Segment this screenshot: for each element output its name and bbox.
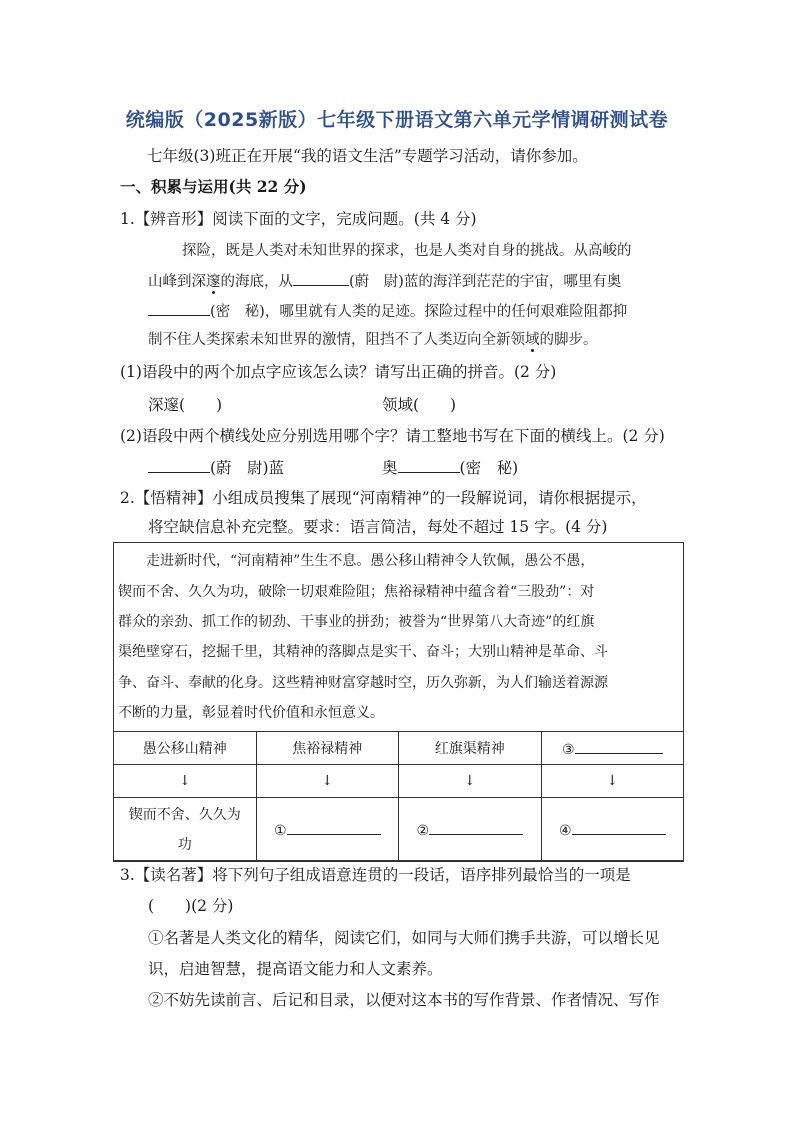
answer-pinyin-1[interactable]: 深邃( ) — [148, 396, 223, 414]
box-line: 锲而不舍、久久为功，破除一切艰难险阻；焦裕禄精神中蕴含着“三股劲”：对 — [118, 584, 595, 600]
passage-line-3: (密 秘)，哪里就有人类的足迹。探险过程中的任何艰难险阻都抑 — [148, 300, 627, 322]
arrow-down-icon: ↓ — [256, 765, 399, 798]
passage-line-2: 山峰到深邃的海底，从 (蔚 尉)蓝的海洋到茫茫的宇宙，哪里有奥 — [148, 270, 621, 292]
fill-blank[interactable] — [293, 270, 349, 286]
question-3-stem: 3.【读名著】将下列句子组成语意连贯的一段话，语序排列最恰当的一项是 — [120, 866, 631, 884]
answer-pinyin-2[interactable]: 领域( ) — [382, 396, 457, 414]
box-line: 群众的亲劲、抓工作的韧劲、干事业的拼劲；被誉为“世界第八大奇迹”的红旗 — [118, 614, 595, 630]
box-line: 争、奋斗、奉献的化身。这些精神财富穿越时空，历久弥新，为人们输送着源源 — [118, 675, 608, 691]
passage-line-1: 探险，既是人类对未知世界的探求，也是人类对自身的挑战。从高峻的 — [182, 243, 632, 259]
table-header: 焦裕禄精神 — [256, 732, 399, 765]
table-header: 愚公移山精神 — [114, 732, 257, 765]
arrow-down-icon: ↓ — [541, 765, 684, 798]
answer-choice-blank[interactable]: ( )(2 分) — [148, 897, 234, 915]
table-cell-blank-1[interactable]: ① — [256, 798, 399, 862]
answer-blank-1: (蔚 尉)蓝 — [148, 457, 284, 478]
answer-blank-2: 奥 (密 秘) — [382, 459, 519, 477]
table-cell-blank-2[interactable]: ② — [399, 798, 542, 862]
sentence-2: ②不妨先读前言、后记和目录，以便对这本书的写作背景、作者情况、写作 — [148, 991, 660, 1009]
subquestion-1: (1)语段中的两个加点字应该怎么读？请写出正确的拼音。(2 分) — [120, 363, 557, 381]
page-title: 统编版（2025新版）七年级下册语文第六单元学情调研测试卷 — [125, 109, 669, 131]
dotted-char: 邃 — [206, 274, 221, 290]
dotted-char: 域 — [525, 332, 540, 348]
table-header-blank[interactable]: ③ — [541, 732, 684, 765]
table-header: 红旗渠精神 — [399, 732, 542, 765]
intro-text: 七年级(3)班正在开展“我的语文生活”专题学习活动，请你参加。 — [147, 147, 588, 165]
arrow-down-icon: ↓ — [114, 765, 257, 798]
question-2-stem: 2.【悟精神】小组成员搜集了展现“河南精神”的一段解说词，请你根据提示， — [120, 489, 647, 507]
question-1-stem: 1.【辨音形】阅读下面的文字，完成问题。(共 4 分) — [120, 210, 477, 228]
question-2-requirement: 将空缺信息补充完整。要求：语言简洁，每处不超过 15 字。(4 分) — [148, 518, 608, 536]
spirit-table — [113, 731, 684, 862]
box-line: 渠绝壁穿石，挖掘千里，其精神的落脚点是实干、奋斗；大别山精神是革命、斗 — [118, 644, 608, 660]
box-line: 走进新时代，“河南精神”生生不息。愚公移山精神令人钦佩，愚公不愚， — [146, 553, 595, 569]
fill-blank[interactable] — [148, 300, 210, 316]
passage-line-4: 制不住人类探索未知世界的激情，阻挡不了人类迈向全新领域的脚步。 — [148, 332, 598, 348]
table-cell-blank-4[interactable]: ④ — [541, 798, 684, 862]
arrow-down-icon: ↓ — [399, 765, 542, 798]
subquestion-2: (2)语段中两个横线处应分别选用哪个字？请工整地书写在下面的横线上。(2 分) — [120, 427, 665, 445]
fill-blank[interactable] — [148, 457, 210, 473]
fill-blank[interactable] — [398, 457, 460, 473]
sentence-1: ①名著是人类文化的精华，阅读它们，如同与大师们携手共游，可以增长见 — [148, 929, 660, 947]
sentence-1-cont: 识，启迪智慧，提高语文能力和人文素养。 — [148, 960, 443, 978]
box-line: 不断的力量，彰显着时代价值和永恒意义。 — [118, 705, 384, 721]
table-cell: 锲而不舍、久久为 功 — [114, 798, 257, 862]
section-heading: 一、积累与运用(共 22 分) — [120, 177, 307, 196]
